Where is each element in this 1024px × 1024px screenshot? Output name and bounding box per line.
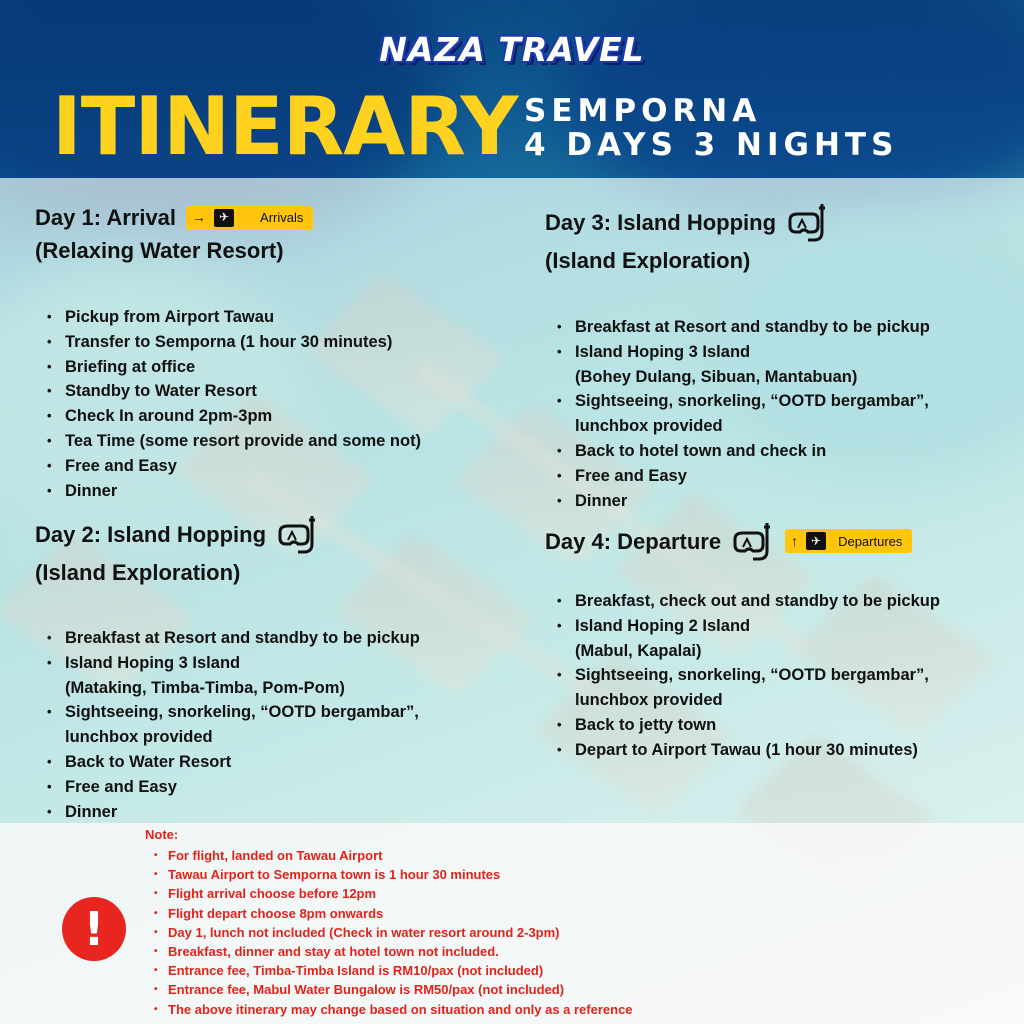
list-item: • Free and Easy [35, 775, 420, 800]
notes-heading: Note: [145, 827, 179, 842]
list-item: • Dinner [545, 489, 930, 514]
exclamation-icon: ! [62, 897, 126, 961]
list-item: • Sightseeing, snorkeling, “OOTD bergambar”, lunchbox provided [545, 663, 940, 713]
list-item: • Island Hoping 3 Island (Mataking, Timba-Timba, Pom-Pom) [35, 651, 420, 701]
note-item: • Entrance fee, Mabul Water Bungalow is RM50/pax (not included) [145, 980, 633, 999]
list-item: • Sightseeing, snorkeling, “OOTD bergambar”, lunchbox provided [35, 700, 420, 750]
note-item: • Flight arrival choose before 12pm [145, 884, 633, 903]
list-item: • Island Hoping 2 Island (Mabul, Kapalai) [545, 614, 940, 664]
note-item: • Breakfast, dinner and stay at hotel town not included. [145, 942, 633, 961]
snorkel-mask-icon [276, 512, 320, 556]
note-item: • Day 1, lunch not included (Check in water resort around 2-3pm) [145, 923, 633, 942]
plane-takeoff-icon: ✈ [806, 532, 826, 550]
day-2-title: Day 2: Island Hopping [35, 512, 420, 556]
list-item: • Dinner [35, 479, 421, 504]
snorkel-mask-icon [786, 200, 830, 244]
notes-list [145, 846, 633, 1019]
list-item: • Depart to Airport Tawau (1 hour 30 minutes) [545, 738, 940, 763]
destination-label: SEMPORNA [524, 93, 762, 129]
departures-badge: ↑ ✈ Departures [785, 529, 912, 553]
list-item: • Check In around 2pm-3pm [35, 404, 421, 429]
list-item: • Free and Easy [35, 454, 421, 479]
list-item: • Sightseeing, snorkeling, “OOTD bergambar”, lunchbox provided [545, 389, 930, 439]
day-2-section [35, 512, 420, 824]
list-item: • Back to hotel town and check in [545, 439, 930, 464]
list-item: • Back to jetty town [545, 713, 940, 738]
day-4-title: Day 4: Departure ↑ ✈ Departures [545, 519, 940, 563]
page-title: ITINERARY [52, 80, 518, 173]
note-item: • The above itinerary may change based on situation and only as a reference [145, 1000, 633, 1019]
day-4-list [545, 589, 940, 763]
day-1-subtitle: (Relaxing Water Resort) [35, 238, 284, 263]
arrivals-badge: → ✈ Arrivals [186, 206, 313, 230]
list-item: • Tea Time (some resort provide and some not) [35, 429, 421, 454]
day-3-section [545, 200, 930, 513]
day-1-list [35, 305, 421, 503]
snorkel-mask-icon [731, 519, 775, 563]
note-item: • For flight, landed on Tawau Airport [145, 846, 633, 865]
list-item: • Dinner [35, 800, 420, 825]
list-item: • Back to Water Resort [35, 750, 420, 775]
day-3-title: Day 3: Island Hopping [545, 200, 930, 244]
list-item: • Standby to Water Resort [35, 379, 421, 404]
day-4-section [545, 519, 940, 763]
notes-section [145, 826, 633, 1019]
day-3-list [545, 315, 930, 513]
day-1-title: Day 1: Arrival → ✈ Arrivals [35, 201, 421, 234]
duration-label: 4 DAYS 3 NIGHTS [524, 127, 899, 163]
list-item: • Free and Easy [545, 464, 930, 489]
day-3-subtitle: (Island Exploration) [545, 248, 751, 273]
list-item: • Transfer to Semporna (1 hour 30 minutes) [35, 330, 421, 355]
note-item: • Flight depart choose 8pm onwards [145, 904, 633, 923]
list-item: • Pickup from Airport Tawau [35, 305, 421, 330]
note-item: • Tawau Airport to Semporna town is 1 hour 30 minutes [145, 865, 633, 884]
plane-landing-icon: ✈ [214, 209, 234, 227]
list-item: • Breakfast at Resort and standby to be pickup [35, 626, 420, 651]
list-item: • Island Hoping 3 Island (Bohey Dulang, Sibuan, Mantabuan) [545, 340, 930, 390]
list-item: • Briefing at office [35, 355, 421, 380]
brand-logo: NAZA TRAVEL [379, 30, 645, 69]
day-2-subtitle: (Island Exploration) [35, 560, 241, 585]
list-item: • Breakfast at Resort and standby to be pickup [545, 315, 930, 340]
page-subtitle [524, 94, 898, 162]
list-item: • Breakfast, check out and standby to be pickup [545, 589, 940, 614]
day-1-section [35, 201, 421, 503]
day-2-list [35, 626, 420, 824]
note-item: • Entrance fee, Timba-Timba Island is RM10/pax (not included) [145, 961, 633, 980]
